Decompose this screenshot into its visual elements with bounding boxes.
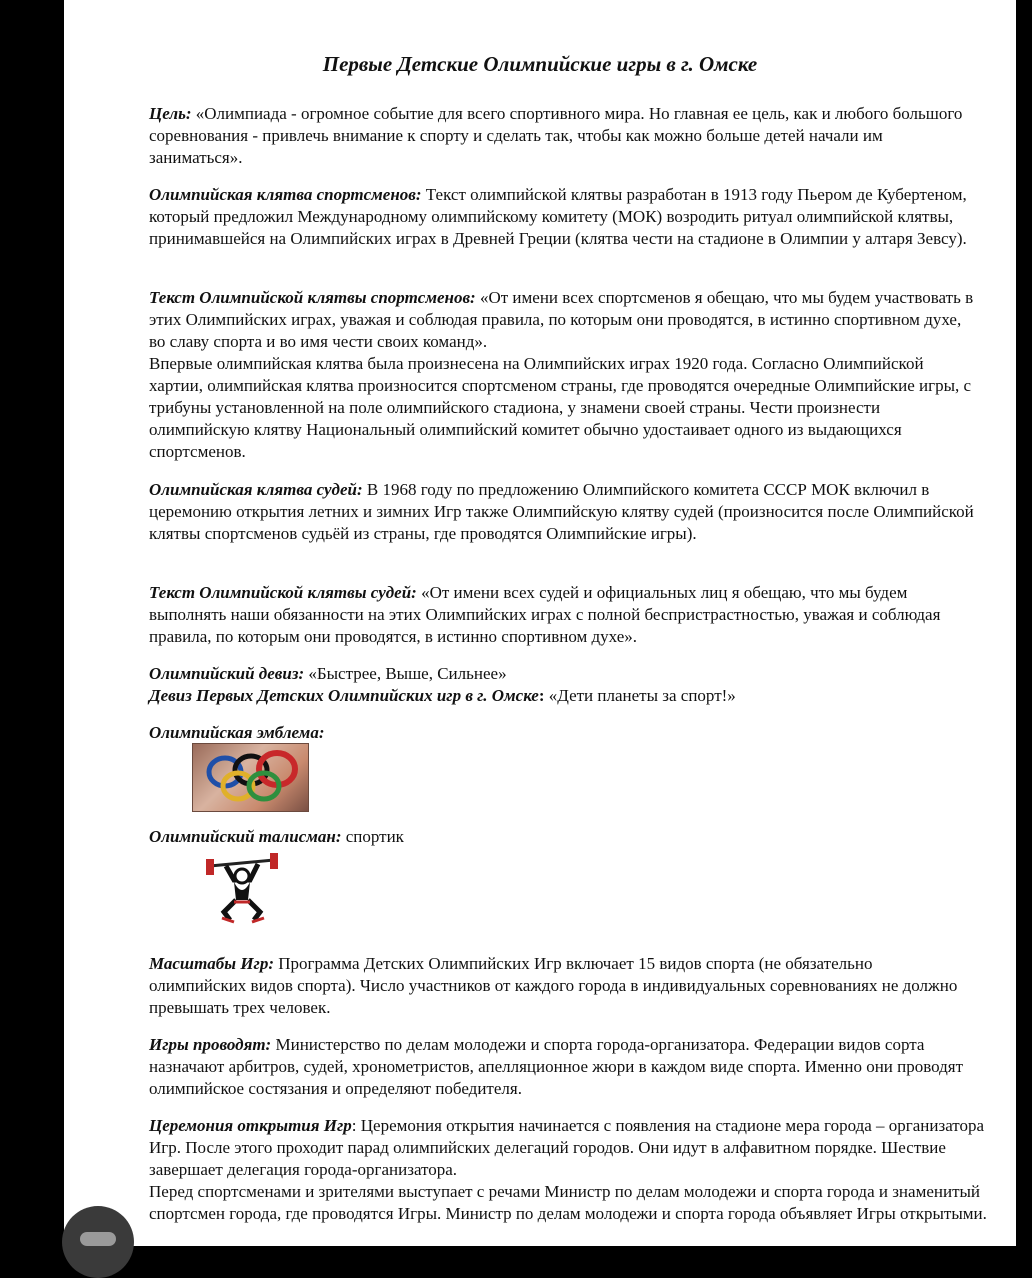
motto-paragraph (149, 663, 974, 707)
athletes-oath-text: Текст олимпийской клятвы разработан в 1913 году Пьером де Кубертеном, который предложил Международному олимпийскому комитету (МОК) возродить ритуал олимпийской клятвы, принимавшейся на Олимпийских играх в Древней Греции (клятва чести на стадионе в Олимпии у алтаря Зевсу). (149, 185, 967, 248)
goal-paragraph (149, 103, 974, 169)
goal-text: «Олимпиада - огромное событие для всего спортивного мира. Но главная ее цель, как и любого большого соревнования - привлечь внимание к спорту и сделать так, чтобы как можно больше детей начали им заниматься». (149, 104, 963, 167)
motto-text: «Быстрее, Выше, Сильнее» (308, 664, 507, 683)
avatar-icon (80, 1232, 116, 1246)
athletes-oath-text-paragraph (149, 287, 974, 463)
ceremony-text: Церемония открытия начинается с появления на стадионе мера города – организатора Игр. После этого проходит парад олимпийских делегаций городов. Они идут в алфавитном порядке. Шествие завершает делегация города-организатора. (149, 1116, 985, 1179)
organizers-text: Министерство по делам молодежи и спорта города-организатора. Федерации видов сорта назначают арбитров, судей, хронометристов, апелляционное жюри в каждом виде спорта. Именно они проводят олимпийское состязания и определяют победителя. (149, 1035, 964, 1098)
document-page (64, 0, 1016, 1246)
ceremony-paragraph (149, 1115, 989, 1225)
mascot-image (204, 852, 282, 926)
document-title: Первые Детские Олимпийские игры в г. Омске (322, 52, 758, 76)
motto-label: Олимпийский девиз: (149, 664, 305, 683)
mascot-name: спортик (345, 827, 404, 846)
athletes-oath-quote: «От имени всех спортсменов я обещаю, что мы будем участвовать в этих Олимпийских играх, уважая и соблюдая правила, по которым они проводятся, в истинно спортивном духе, во славу спорта и во имя чести своих команд». (149, 288, 974, 351)
weightlifter-mascot-icon (204, 852, 282, 926)
scale-text: Программа Детских Олимпийских Игр включает 15 видов спорта (не обязательно олимпийских видов спорта). Число участников от каждого города в индивидуальных соревнованиях не должно превышать трех человек. (149, 954, 958, 1017)
athletes-oath-paragraph (149, 184, 974, 250)
mascot-label: Олимпийский талисман: (149, 827, 342, 846)
judges-oath-text: В 1968 году по предложению Олимпийского комитета СССР МОК включил в церемонию открытия летних и зимних Игр также Олимпийскую клятву судей (произносится после Олимпийской клятвы спортсменов судьёй из страны, где проводятся Олимпийские игры). (149, 480, 974, 543)
judges-oath-text-paragraph (149, 582, 974, 648)
ceremony-label: Церемония открытия Игр (149, 1116, 352, 1135)
judges-oath-label: Олимпийская клятва судей: (149, 480, 363, 499)
organizers-label: Игры проводят: (149, 1035, 272, 1054)
goal-label: Цель: (149, 104, 192, 123)
avatar[interactable] (62, 1206, 134, 1278)
judges-oath-quote: «От имени всех судей и официальных лиц я обещаю, что мы будем выполнять наши обязанности на этих Олимпийских играх с полной беспристрастностью, уважая и соблюдая правила, по которым они проводятся, в истинно спортивном духе». (149, 583, 941, 646)
ceremony-separator: : (351, 1116, 357, 1135)
judges-oath-text-label: Текст Олимпийской клятвы судей: (149, 583, 417, 602)
olympic-emblem-image (192, 743, 309, 812)
athletes-oath-text-label: Текст Олимпийской клятвы спортсменов: (149, 288, 476, 307)
athletes-oath-history: Впервые олимпийская клятва была произнесена на Олимпийских играх 1920 года. Согласно Олимпийской хартии, олимпийская клятва произносится спортсменом страны, где проводятся очередные Олимпийские игры, с трибуны установленной на поле олимпийского стадиона, у знамени своей страны. Чести произнести олимпийскую клятву Национальный олимпийский комитет обычно удостаивает одного из выдающихся спортсменов. (149, 354, 972, 461)
athletes-oath-label: Олимпийская клятва спортсменов: (149, 185, 422, 204)
olympic-rings-icon (193, 744, 308, 811)
scale-paragraph (149, 953, 974, 1019)
emblem-label: Олимпийская эмблема: (149, 723, 325, 742)
mascot-paragraph (149, 826, 974, 848)
kids-motto-label: Девиз Первых Детских Олимпийских игр в г. Омске (149, 686, 539, 705)
kids-motto-text: «Дети планеты за спорт!» (548, 686, 736, 705)
organizers-paragraph (149, 1034, 974, 1100)
scale-label: Масштабы Игр: (149, 954, 274, 973)
judges-oath-paragraph (149, 479, 974, 545)
emblem-heading (149, 722, 974, 744)
kids-motto-separator: : (538, 686, 545, 705)
ceremony-speeches: Перед спортсменами и зрителями выступает с речами Министр по делам молодежи и спорта города и знаменитый спортсмен города, где проводятся Игры. Министр по делам молодежи и спорта города объявляет Игры открытыми. (149, 1182, 987, 1223)
